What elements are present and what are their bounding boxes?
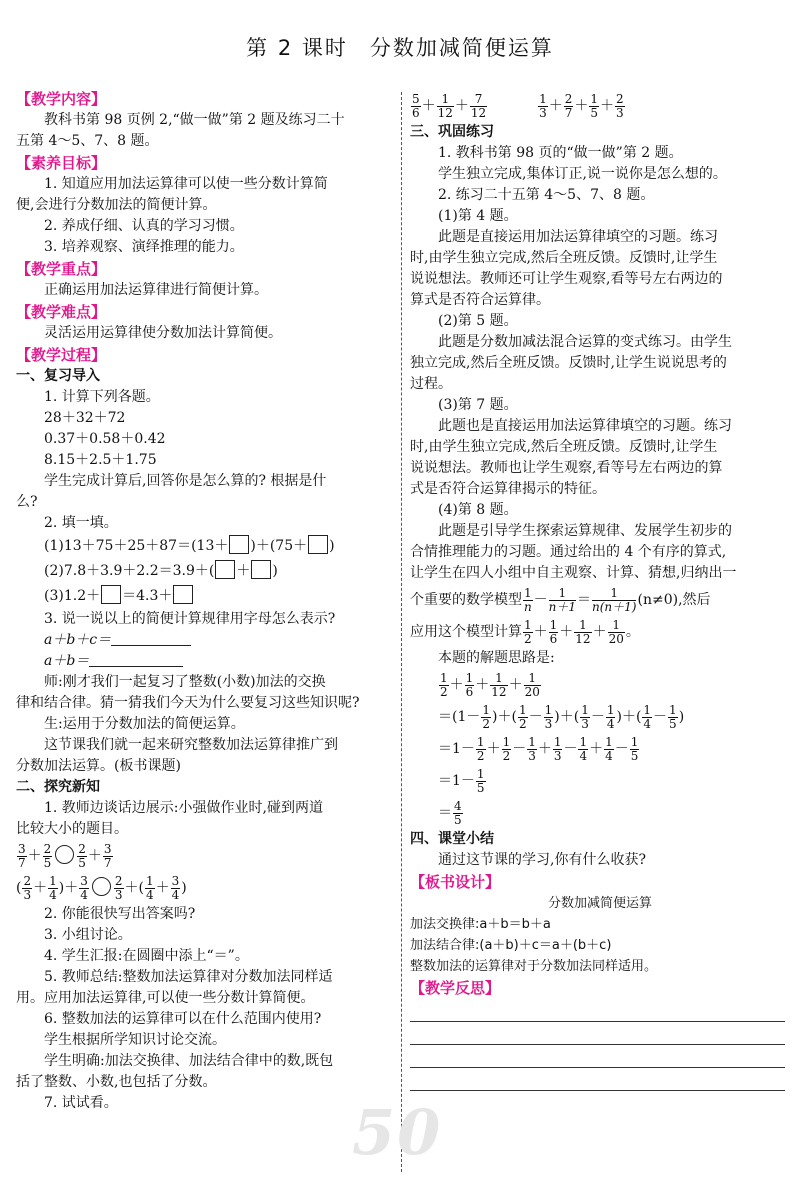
practice-line: (1)第 4 题。 xyxy=(438,208,518,224)
review-text: 学生完成计算后,回答你是怎么算的? 根据是什 xyxy=(44,473,327,489)
answer-box xyxy=(215,560,235,579)
heading-difficulty: 【教学难点】 xyxy=(16,303,107,321)
section-explore: 二、探究新知 xyxy=(16,779,100,795)
q7-text: 说说想法。教师也让学生观察,看等号左右两边的算 xyxy=(410,460,723,476)
explore-line: 比较大小的题目。 xyxy=(16,821,128,837)
tryit-exprs: $\frac{5}{6}$ ＋ $\frac{1}{12}$ ＋ $\frac{7}{12}$ $\frac{1}{3}$ ＋ $\frac{2}{7}$ ＋ $\frac{1}{5}$ ＋ $\frac{2}{3}$ xyxy=(412,91,624,120)
heading-content: 【教学内容】 xyxy=(16,90,107,108)
q7-text: 此题也是直接运用加法运算律填空的习题。练习 xyxy=(438,418,732,434)
solution-idea: 本题的解题思路是: xyxy=(438,650,555,666)
page-title xyxy=(0,32,800,62)
dialog-line: 师:刚才我们一起复习了整数(小数)加法的交换 xyxy=(44,674,326,690)
practice-line: 2. 练习二十五第 4～5、7、8 题。 xyxy=(438,187,655,203)
solution-step: ＝1－ $\frac{1}{5}$ xyxy=(438,766,485,795)
q8-text: 合情推理能力的习题。通过给出的 4 个有序的算式, xyxy=(410,544,727,560)
dialog-line: 这节课我们就一起来研究整数加法运算律推广到 xyxy=(44,737,338,753)
q7-label: (3)第 7 题。 xyxy=(438,397,518,413)
compare-2: ( $\frac{2}{3}$ ＋ $\frac{1}{4}$ )＋ $\frac{3}{4}$ $\frac{2}{3}$ ＋( $\frac{1}{4}$ ＋ $\frac{3}{4}$ ) xyxy=(16,873,187,902)
section-review: 一、复习导入 xyxy=(16,368,100,384)
solution-result: ＝ $\frac{4}{5}$ xyxy=(438,798,462,827)
review-q2: 2. 填一填。 xyxy=(44,515,118,531)
board-line: 整数加法的运算律对于分数加法同样适用。 xyxy=(410,959,658,974)
explore-line: 3. 小组讨论。 xyxy=(44,927,132,943)
section-summary: 四、课堂小结 xyxy=(410,831,494,847)
section-practice: 三、巩固练习 xyxy=(410,124,494,140)
explore-line: 1. 教师边谈话边展示:小强做作业时,碰到两道 xyxy=(44,800,323,816)
apply-model: 应用这个模型计算 $\frac{1}{2}$ ＋ $\frac{1}{6}$ ＋ $\frac{1}{12}$ ＋ $\frac{1}{20}$ 。 xyxy=(410,617,640,646)
q5-text: 过程。 xyxy=(410,376,452,392)
heading-reflection: 【教学反思】 xyxy=(410,979,501,997)
dialog-line: 生:运用于分数加法的简便运算。 xyxy=(44,716,245,732)
q7-text: 式是否符合运算律揭示的特征。 xyxy=(410,481,606,497)
explore-line: 括了整数、小数,也包括了分数。 xyxy=(16,1074,217,1090)
heading-key: 【教学重点】 xyxy=(16,260,107,278)
goal-line: 便,会进行分数加法的简便计算。 xyxy=(16,197,217,213)
page-number: 50 xyxy=(352,1096,443,1169)
solution-step: ＝1－ $\frac{1}{2}$ ＋ $\frac{1}{2}$ － $\frac{1}{3}$ ＋ $\frac{1}{3}$ － $\frac{1}{4}$ ＋ $\frac{1}{4}$ － $\frac{1}{5}$ xyxy=(438,734,639,763)
q5-label: (2)第 5 题。 xyxy=(438,313,518,329)
heading-board: 【板书设计】 xyxy=(410,873,501,891)
reflection-line xyxy=(410,1067,785,1068)
difficulty-text: 灵活运用运算律使分数加法计算简便。 xyxy=(44,325,282,341)
compare-circle xyxy=(92,877,111,896)
q4-text: 说说想法。教师还可让学生观察,看等号左右两边的 xyxy=(410,271,723,287)
reflection-line xyxy=(410,1090,785,1091)
fill-3: (3)1.2＋ ＝4.3＋ xyxy=(16,584,394,609)
q8-text: 此题是引导学生探索运算规律、发展学生初步的 xyxy=(438,523,732,539)
solution-step: ＝(1－ $\frac{1}{2}$ )＋( $\frac{1}{2}$ － $\frac{1}{3}$ )＋( $\frac{1}{3}$ － $\frac{1}{4}$ )＋( $\frac{1}{4}$ － $\frac{1}{5}$ ) xyxy=(438,702,685,731)
solution-step: $\frac{1}{2}$ ＋ $\frac{1}{6}$ ＋ $\frac{1}{12}$ ＋ $\frac{1}{20}$ xyxy=(440,670,540,699)
answer-box xyxy=(101,585,121,604)
review-text: 么? xyxy=(16,494,38,510)
goal-line: 1. 知道应用加法运算律可以使一些分数计算简 xyxy=(44,176,328,192)
explore-line: 学生根据所学知识讨论交流。 xyxy=(44,1032,226,1048)
q7-text: 时,由学生独立完成,然后全班反馈。反馈时,让学生 xyxy=(410,439,718,455)
goal-line: 3. 培养观察、演绎推理的能力。 xyxy=(44,239,244,255)
answer-box xyxy=(308,535,328,554)
column-divider xyxy=(401,92,402,1172)
explore-line: 7. 试试看。 xyxy=(44,1095,118,1111)
lesson-number: 第 2 课时 xyxy=(246,36,348,60)
review-expr: 0.37＋0.58＋0.42 xyxy=(44,431,166,447)
reflection-line xyxy=(410,1021,785,1022)
review-expr: 8.15＋2.5＋1.75 xyxy=(44,452,157,468)
practice-line: 学生独立完成,集体订正,说一说你是怎么想的。 xyxy=(438,166,727,182)
answer-box xyxy=(229,535,249,554)
heading-goals: 【素养目标】 xyxy=(16,154,107,172)
dialog-line: 分数加法运算。(板书课题) xyxy=(16,758,181,774)
content-line: 五第 4～5、7、8 题。 xyxy=(16,133,159,149)
q8-text: 让学生在四人小组中自主观察、计算、猜想,归纳出一 xyxy=(410,565,737,581)
answer-box xyxy=(251,560,271,579)
left-column xyxy=(16,88,394,1114)
summary-text: 通过这节课的学习,你有什么收获? xyxy=(438,852,646,868)
review-q1: 1. 计算下列各题。 xyxy=(44,389,160,405)
practice-line: 1. 教科书第 98 页的“做一做”第 2 题。 xyxy=(438,145,683,161)
right-column xyxy=(410,90,790,1091)
answer-blank xyxy=(89,652,183,667)
q8-label: (4)第 8 题。 xyxy=(438,502,518,518)
math-model: 个重要的数学模型 $\frac{1}{n}-$ $\frac{1}{n+1}=$ $\frac{1}{n(n+1)}(n\ne 0)$,然后 xyxy=(410,585,711,614)
answer-blank xyxy=(111,631,191,646)
heading-process: 【教学过程】 xyxy=(16,346,107,364)
q4-text: 算式是否符合运算律。 xyxy=(410,292,550,308)
content-line: 教科书第 98 页例 2,“做一做”第 2 题及练习二十 xyxy=(44,112,345,128)
review-q3: 3. 说一说以上的简便计算规律用字母怎么表示? xyxy=(44,611,336,627)
explore-line: 6. 整数加法的运算律可以在什么范围内使用? xyxy=(44,1011,322,1027)
q5-text: 独立完成,然后全班反馈。反馈时,让学生说说思考的 xyxy=(410,355,727,371)
goal-line: 2. 养成仔细、认真的学习习惯。 xyxy=(44,218,244,234)
compare-1: $\frac{3}{7}$ ＋ $\frac{2}{5}$ $\frac{2}{5}$ ＋ $\frac{3}{7}$ xyxy=(18,841,112,870)
explore-line: 4. 学生汇报:在圆圈中添上“＝”。 xyxy=(44,948,249,964)
reflection-line xyxy=(410,1044,785,1045)
lesson-name: 分数加减简便运算 xyxy=(369,36,554,60)
board-title: 分数加减简便运算 xyxy=(547,896,652,911)
law-ab: a＋b＝ xyxy=(16,651,394,672)
q4-text: 此题是直接运用加法运算律填空的习题。练习 xyxy=(438,229,718,245)
answer-box xyxy=(173,585,193,604)
fill-2: (2)7.8＋3.9＋2.2＝3.9＋( ＋ ) xyxy=(16,559,394,584)
compare-circle xyxy=(55,845,74,864)
board-line: 加法交换律:a＋b＝b＋a xyxy=(410,917,551,932)
law-abc: a＋b＋c＝ xyxy=(16,630,394,651)
explore-line: 学生明确:加法交换律、加法结合律中的数,既包 xyxy=(44,1053,334,1069)
review-expr: 28＋32＋72 xyxy=(44,410,126,426)
q5-text: 此题是分数加减法混合运算的变式练习。由学生 xyxy=(438,334,732,350)
explore-line: 2. 你能很快写出答案吗? xyxy=(44,906,196,922)
fill-1: (1)13＋75＋25＋87＝(13＋ )＋(75＋ ) xyxy=(16,534,394,559)
dialog-line: 律和结合律。猜一猜我们今天为什么要复习这些知识呢? xyxy=(16,695,360,711)
key-text: 正确运用加法运算律进行简便计算。 xyxy=(44,282,268,298)
explore-line: 用。应用加法运算律,可以使一些分数计算简便。 xyxy=(16,990,315,1006)
explore-line: 5. 教师总结:整数加法运算律对分数加法同样适 xyxy=(44,969,333,985)
board-line: 加法结合律:(a＋b)＋c＝a＋(b＋c) xyxy=(410,938,612,953)
q4-text: 时,由学生独立完成,然后全班反馈。反馈时,让学生 xyxy=(410,250,718,266)
